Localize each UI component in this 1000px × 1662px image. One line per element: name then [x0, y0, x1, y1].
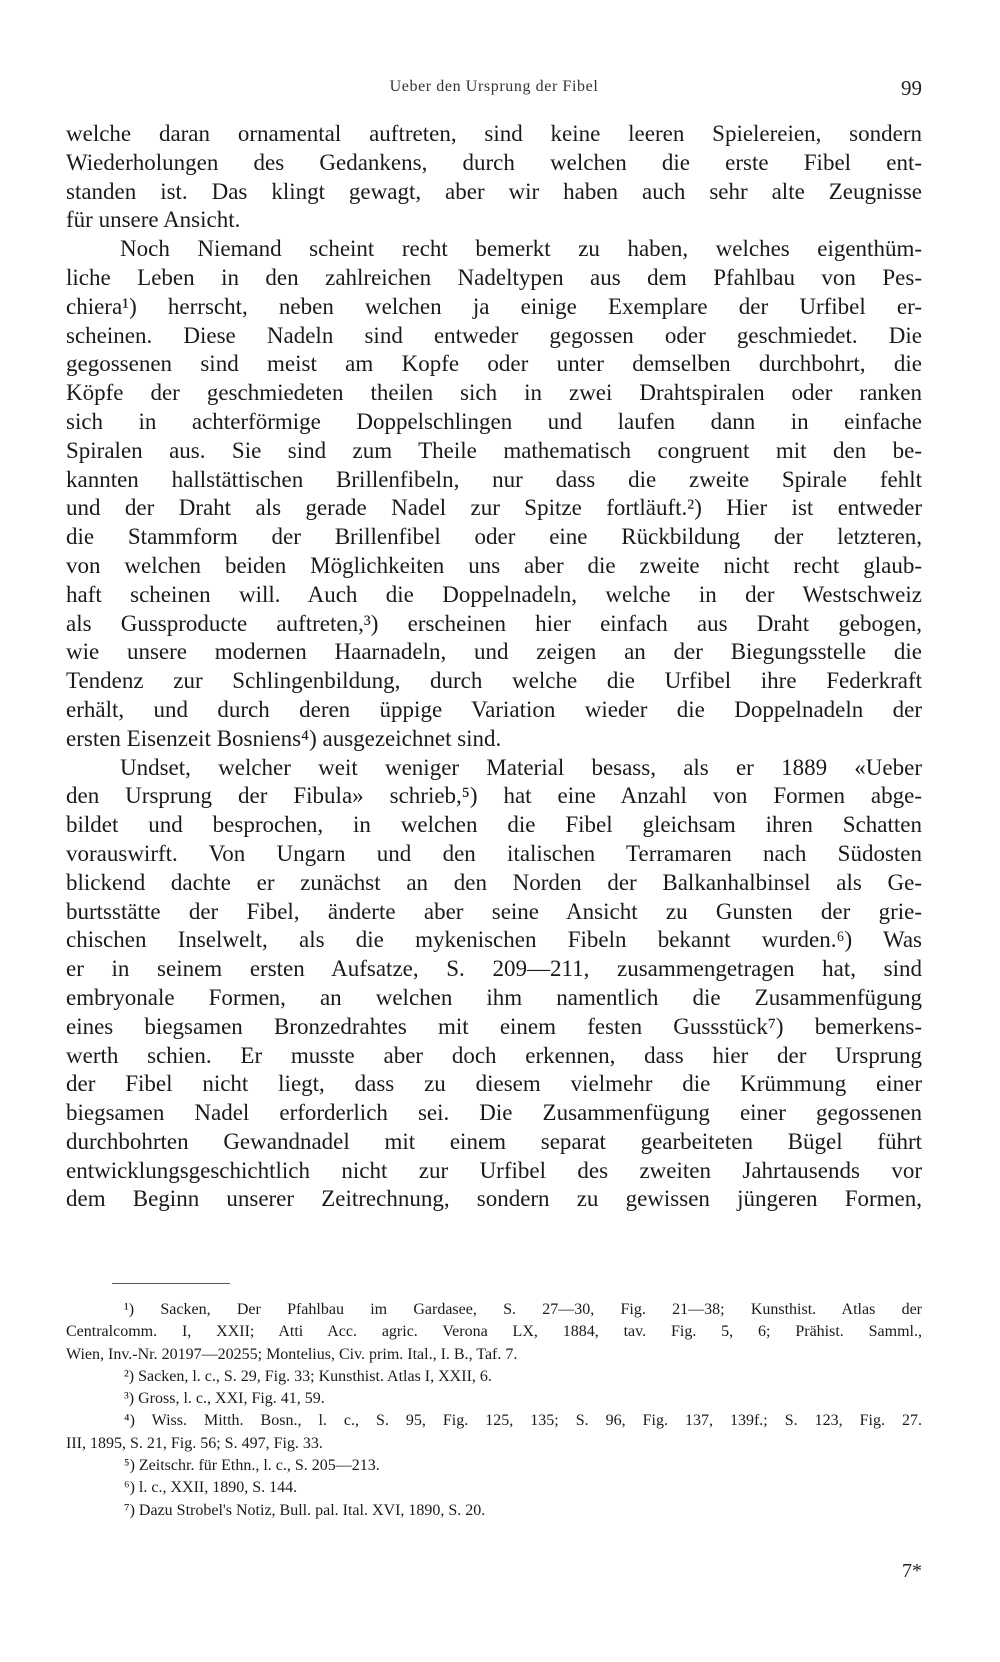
- text-line: ersten Eisenzeit Bosniens⁴) ausgezeichnet sind.: [66, 725, 502, 751]
- page-number: 99: [901, 76, 922, 100]
- text-line: chiera¹) herrscht, neben welchen ja einige Exemplare der Urfibel er-: [66, 293, 922, 319]
- text-line: erhält, und durch deren üppige Variation wieder die Doppelnadeln der: [66, 696, 922, 722]
- footnotes: [66, 1299, 922, 1522]
- text-line: Tendenz zur Schlingenbildung, durch welche die Urfibel ihre Federkraft: [66, 668, 922, 694]
- text-line: die Stammform der Brillenfibel oder eine Rückbildung der letzteren,: [66, 524, 922, 550]
- text-line: sich in achterförmige Doppelschlingen und laufen dann in einfache: [66, 408, 922, 434]
- text-line: vorauswirft. Von Ungarn und den italischen Terramaren nach Südosten: [66, 840, 922, 866]
- text-line: kannten hallstättischen Brillenfibeln, nur dass die zweite Spirale fehlt: [66, 466, 922, 492]
- text-line: als Gussproducte auftreten,³) erscheinen hier einfach aus Draht gebogen,: [66, 610, 922, 636]
- running-head: [66, 78, 922, 104]
- text-line: Spiralen aus. Sie sind zum Theile mathematisch congruent mit den be-: [66, 437, 922, 463]
- footnote-line: ⁵) Zeitschr. für Ethn., l. c., S. 205—213.: [124, 1457, 380, 1475]
- text-line: welche daran ornamental auftreten, sind keine leeren Spielereien, sondern: [66, 121, 922, 146]
- text-line: scheinen. Diese Nadeln sind entweder gegossen oder geschmiedet. Die: [66, 322, 922, 348]
- text-line: biegsamen Nadel erforderlich sei. Die Zusammenfügung einer gegossenen: [66, 1100, 922, 1126]
- text-line: haft scheinen will. Auch die Doppelnadeln, welche in der Westschweiz: [66, 581, 922, 607]
- text-line: er in seinem ersten Aufsatze, S. 209—211, zusammengetragen hat, sind: [66, 956, 922, 982]
- footnote-line: ⁷) Dazu Strobel's Notiz, Bull. pal. Ital. XVI, 1890, S. 20.: [124, 1501, 486, 1519]
- text-line: burtsstätte der Fibel, änderte aber seine Ansicht zu Gunsten der grie-: [66, 898, 922, 924]
- text-line: liche Leben in den zahlreichen Nadeltypen aus dem Pfahlbau von Pes-: [66, 264, 922, 290]
- text-line: dem Beginn unserer Zeitrechnung, sondern zu gewissen jüngeren Formen,: [66, 1186, 922, 1212]
- text-line: embryonale Formen, an welchen ihm namentlich die Zusammenfügung: [66, 984, 922, 1010]
- running-title: Ueber den Ursprung der Fibel: [389, 78, 599, 95]
- footnote-line: Wien, Inv.-Nr. 20197—20255; Montelius, Civ. prim. Ital., I. B., Taf. 7.: [66, 1345, 518, 1363]
- text-line: Wiederholungen des Gedankens, durch welchen die erste Fibel ent-: [66, 149, 922, 175]
- signature-mark: 7*: [902, 1560, 922, 1582]
- body-text: [66, 120, 922, 1214]
- text-line: entwicklungsgeschichtlich nicht zur Urfibel des zweiten Jahrtausends vor: [66, 1157, 922, 1183]
- text-line: werth schien. Er musste aber doch erkennen, dass hier der Ursprung: [66, 1042, 922, 1068]
- text-line: der Fibel nicht liegt, dass zu diesem vielmehr die Krümmung einer: [66, 1071, 922, 1097]
- text-line: von welchen beiden Möglichkeiten uns aber die zweite nicht recht glaub-: [66, 552, 922, 578]
- footnote-line: ⁶) l. c., XXII, 1890, S. 144.: [124, 1479, 298, 1497]
- footnote-divider: [112, 1283, 230, 1284]
- text-line: und der Draht als gerade Nadel zur Spitze fortläuft.²) Hier ist entweder: [66, 495, 922, 521]
- text-line: standen ist. Das klingt gewagt, aber wir haben auch sehr alte Zeugnisse: [66, 178, 922, 204]
- text-line: Undset, welcher weit weniger Material besass, als er 1889 «Ueber: [120, 754, 922, 780]
- text-line: blickend dachte er zunächst an den Norden der Balkanhalbinsel als Ge-: [66, 869, 922, 895]
- text-line: gegossenen sind meist am Kopfe oder unter demselben durchbohrt, die: [66, 351, 922, 377]
- text-line: wie unsere modernen Haarnadeln, und zeigen an der Biegungsstelle die: [66, 639, 922, 665]
- text-line: für unsere Ansicht.: [66, 207, 241, 233]
- text-line: bildet und besprochen, in welchen die Fibel gleichsam ihren Schatten: [66, 812, 922, 838]
- footnote-line: ²) Sacken, l. c., S. 29, Fig. 33; Kunsthist. Atlas I, XXII, 6.: [124, 1367, 492, 1385]
- footnote-line: ³) Gross, l. c., XXI, Fig. 41, 59.: [124, 1390, 325, 1408]
- text-line: durchbohrten Gewandnadel mit einem separat gearbeiteten Bügel führt: [66, 1128, 922, 1154]
- footnote-line: ¹) Sacken, Der Pfahlbau im Gardasee, S. 27—30, Fig. 21—38; Kunsthist. Atlas der: [124, 1301, 922, 1318]
- text-line: chischen Inselwelt, als die mykenischen Fibeln bekannt wurden.⁶) Was: [66, 927, 922, 953]
- text-line: Köpfe der geschmiedeten theilen sich in zwei Drahtspiralen oder ranken: [66, 380, 922, 406]
- footnote-line: III, 1895, S. 21, Fig. 56; S. 497, Fig. 33.: [66, 1434, 323, 1452]
- text-line: den Ursprung der Fibula» schrieb,⁵) hat eine Anzahl von Formen abge-: [66, 783, 922, 809]
- text-line: Noch Niemand scheint recht bemerkt zu haben, welches eigenthüm-: [120, 236, 922, 262]
- footnote-line: Centralcomm. I, XXII; Atti Acc. agric. Verona LX, 1884, tav. Fig. 5, 6; Prähist. Samml.,: [66, 1323, 922, 1341]
- footnote-line: ⁴) Wiss. Mitth. Bosn., l. c., S. 95, Fig. 125, 135; S. 96, Fig. 137, 139f.; S. 123, Fig. 27.: [124, 1412, 922, 1430]
- text-line: eines biegsamen Bronzedrahtes mit einem festen Gussstück⁷) bemerkens-: [66, 1013, 922, 1039]
